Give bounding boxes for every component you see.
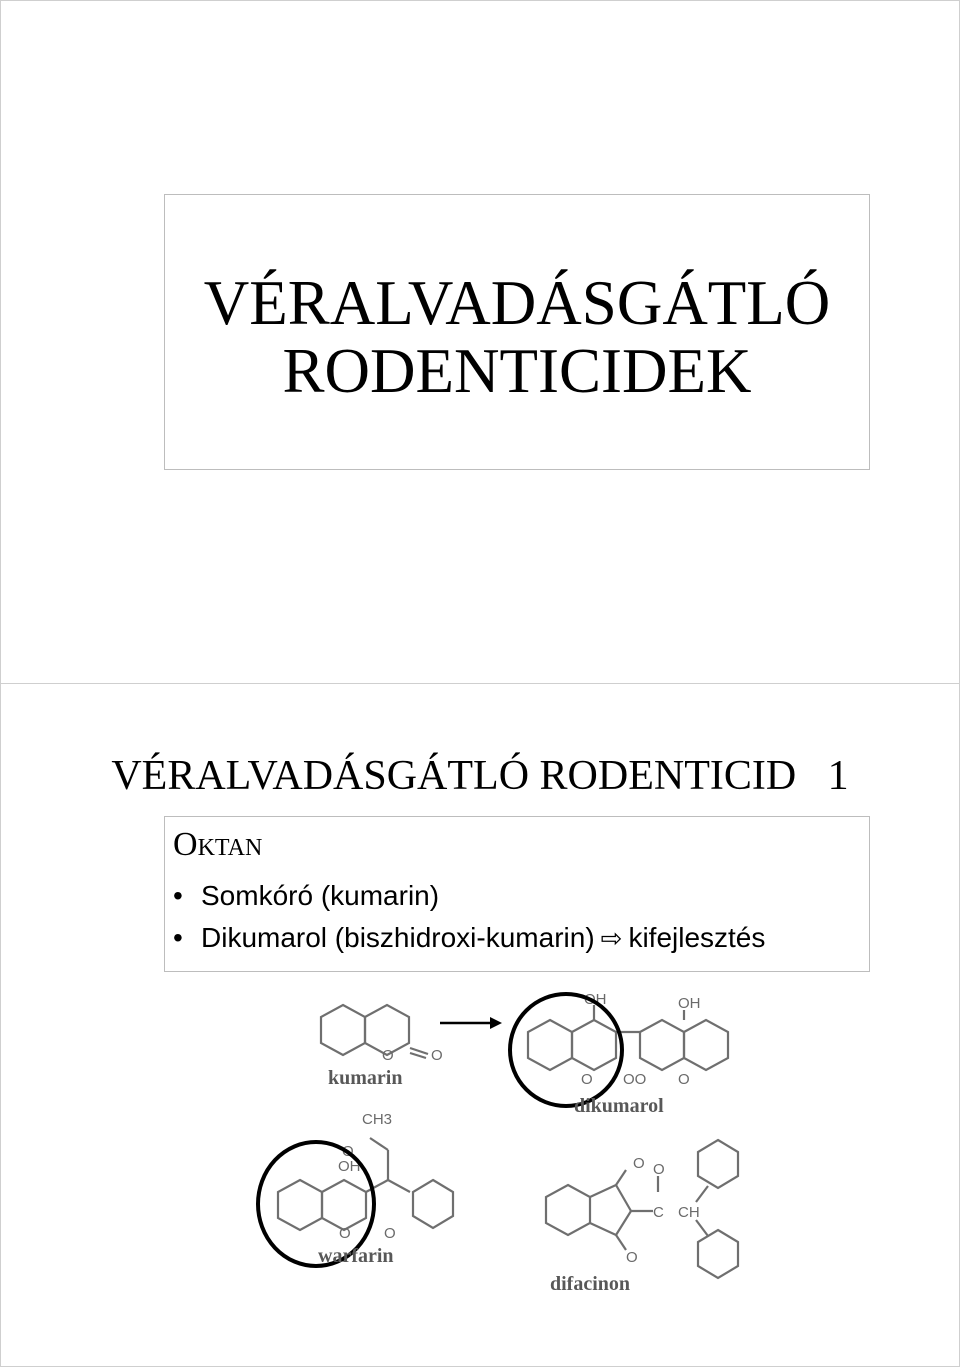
difacinon-oxygen-bottom: O	[626, 1249, 638, 1266]
bullet-text: Somkóró (kumarin)	[201, 880, 440, 911]
bullet-item	[173, 875, 765, 917]
warfarin-label: warfarin	[318, 1245, 394, 1267]
bullet-text: Dikumarol (biszhidroxi-kumarin)	[201, 922, 595, 953]
slide-2-title: VÉRALVADÁSGÁTLÓ RODENTICID 1	[111, 753, 849, 799]
dikumarol-oo: OO	[623, 1071, 647, 1088]
dikumarol-label: dikumarol	[574, 1095, 664, 1117]
bullet-icon: •	[173, 880, 183, 911]
bullet-list	[173, 875, 765, 959]
kumarin-ring-oxygen: O	[382, 1047, 394, 1064]
warfarin-ring-oxygen: O	[339, 1225, 351, 1242]
arrow-right-icon: ⇨	[600, 923, 623, 953]
bullet-icon: •	[173, 922, 183, 953]
dikumarol-ring-oxygen: O	[581, 1071, 593, 1088]
difacinon-ch: CH	[678, 1204, 700, 1221]
slide-divider	[0, 683, 960, 684]
section-heading-initial: O	[173, 826, 198, 863]
difacinon-label: difacinon	[550, 1273, 631, 1295]
warfarin-carbonyl-oxygen: O	[384, 1225, 396, 1242]
section-heading	[173, 825, 262, 868]
slide-1-title-line-2: RODENTICIDEK	[282, 336, 752, 406]
warfarin-structure	[258, 1111, 453, 1267]
dikumarol-highlight-circle	[510, 994, 622, 1106]
bullet-text-tail: kifejlesztés	[628, 922, 766, 953]
kumarin-label: kumarin	[328, 1067, 403, 1089]
dikumarol-oh-right: OH	[678, 995, 701, 1012]
dikumarol-structure	[510, 991, 728, 1117]
dikumarol-oxygen-right: O	[678, 1071, 690, 1088]
difacinon-structure	[546, 1140, 738, 1295]
warfarin-ch3: CH3	[362, 1111, 393, 1128]
reaction-arrow-icon	[440, 1017, 502, 1029]
warfarin-oxygen-top: O	[342, 1143, 354, 1160]
difacinon-keto-oxygen: O	[653, 1161, 665, 1178]
warfarin-oh: OH	[338, 1158, 361, 1175]
bullet-item	[173, 917, 765, 959]
slide-1	[164, 194, 870, 470]
slide-1-title	[165, 269, 869, 405]
kumarin-structure	[321, 1005, 443, 1089]
dikumarol-oh-left: OH	[584, 991, 607, 1008]
difacinon-carbon: C	[653, 1204, 664, 1221]
section-heading-rest: KTAN	[197, 835, 263, 861]
difacinon-oxygen-top: O	[633, 1155, 645, 1172]
slide-2-content	[164, 816, 870, 972]
chemical-structures-diagram	[238, 980, 782, 1314]
kumarin-carbonyl-oxygen: O	[431, 1047, 443, 1064]
slide-1-title-line-1: VÉRALVADÁSGÁTLÓ	[203, 268, 831, 338]
